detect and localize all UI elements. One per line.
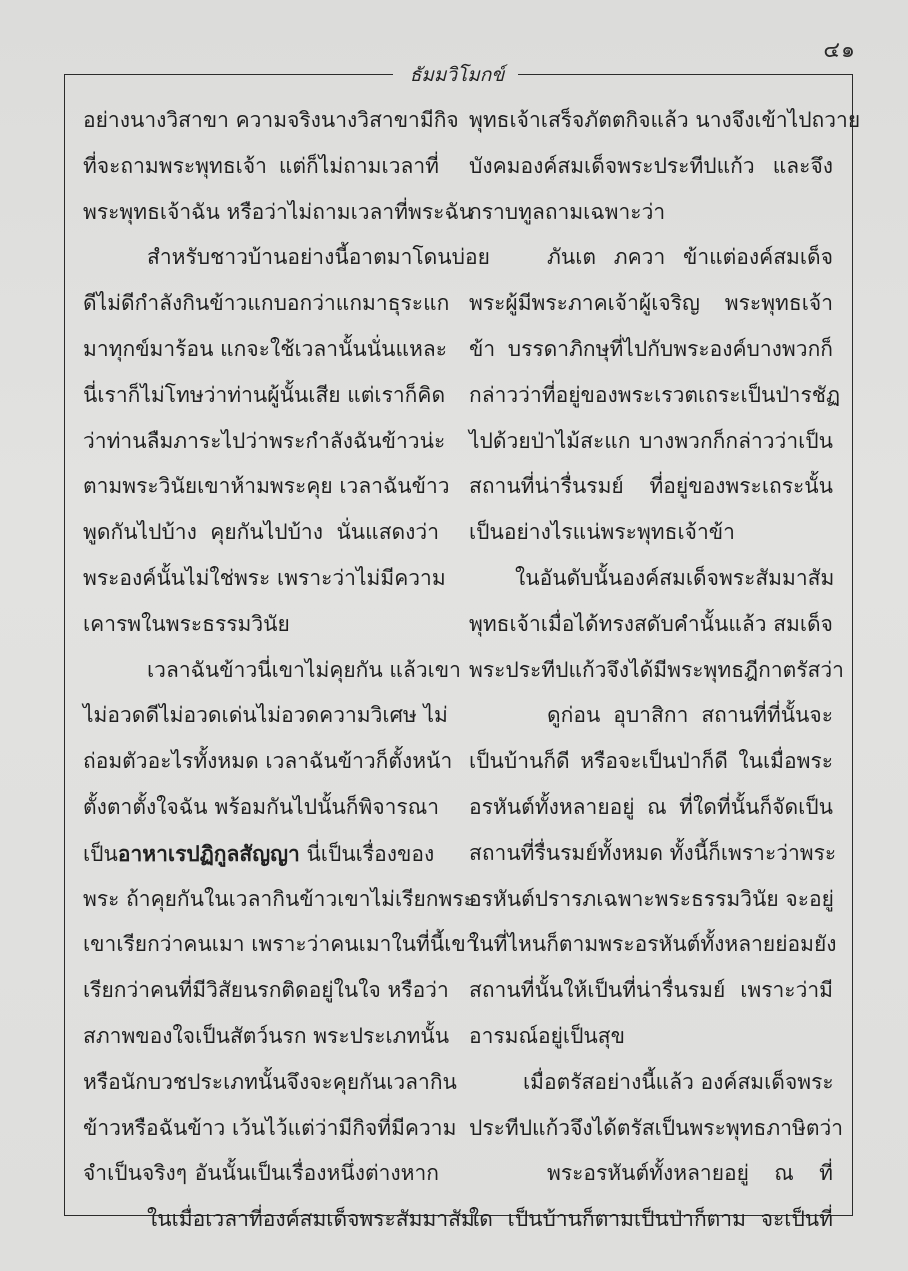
text-line: เคารพในพระธรรมวินัย (83, 611, 290, 636)
text-line: ตั้งตาตั้งใจฉัน พร้อมกันไปนั้นก็พิจารณา (83, 794, 439, 819)
text-frame (64, 64, 861, 1232)
page-number: ๔๑ (823, 38, 856, 63)
text-line: ในเมื่อเวลาที่องค์สมเด็จพระสัมมาสัม (147, 1207, 475, 1232)
text-line: เขาเรียกว่าคนเมา เพราะว่าคนเมาในที่นี้เขา (83, 932, 478, 957)
text-line: ใด เป็นบ้านก็ตามเป็นป่าก็ตาม จะเป็นที่ (469, 1207, 833, 1232)
text-line-with-term (83, 831, 439, 877)
text-line: ที่จะถามพระพุทธเจ้า แต่ก็ไม่ถามเวลาที่ (83, 153, 439, 178)
running-title: ธัมมวิโมกข์ (409, 64, 505, 86)
text-fragment: เป็น (83, 841, 118, 866)
text-line: สำหรับชาวบ้านอย่างนี้อาตมาโดนบ่อย (147, 245, 490, 270)
text-line: เป็นบ้านก็ดี หรือจะเป็นป่าก็ดี ในเมื่อพระ (469, 749, 833, 774)
text-line: มาทุกข์มาร้อน แกจะใช้เวลานั้นนั่นแหละ (83, 336, 448, 361)
text-line: พระผู้มีพระภาคเจ้าผู้เจริญ พระพุทธเจ้า (469, 291, 833, 316)
text-line: ประทีปแก้วจึงได้ตรัสเป็นพระพุทธภาษิตว่า (469, 1115, 844, 1140)
text-line: พูดกันไปบ้าง คุยกันไปบ้าง นั่นแสดงว่า (83, 520, 439, 545)
right-column (469, 98, 861, 1243)
text-line: ดีไม่ดีกำลังกินข้าวแกบอกว่าแกมาธุระแก (83, 291, 450, 316)
text-line: จำเป็นจริงๆ อันนั้นเป็นเรื่องหนึ่งต่างหาก (83, 1161, 439, 1186)
text-line: ตามพระวินัยเขาห้ามพระคุย เวลาฉันข้าว (83, 474, 450, 499)
text-line: นี่เราก็ไม่โทษว่าท่านผู้นั้นเสีย แต่เราก็คิด (83, 382, 446, 407)
text-line: พุทธเจ้าเมื่อได้ทรงสดับคำนั้นแล้ว สมเด็จ (469, 611, 833, 636)
text-line: พุทธเจ้าเสร็จภัตตกิจแล้ว นางจึงเข้าไปถวาย (469, 108, 861, 132)
text-line: เป็นอย่างไรแน่พระพุทธเจ้าข้า (469, 520, 735, 545)
text-line: อรหันต์ทั้งหลายอยู่ ณ ที่ใดที่นั้นก็จัดเป็น (469, 794, 833, 819)
bold-term: อาหาเรปฏิกูลสัญญา (117, 840, 300, 866)
text-line: กราบทูลถามเฉพาะว่า (469, 199, 666, 224)
text-line: พระองค์นั้นไม่ใช่พระ เพราะว่าไม่มีความ (83, 565, 446, 590)
text-line: พระ ถ้าคุยกันในเวลากินข้าวเขาไม่เรียกพระ (83, 886, 475, 911)
text-line: ดูก่อน อุบาสิกา สถานที่ที่นั้นจะ (547, 703, 833, 728)
text-line: ว่าท่านลืมภาระไปว่าพระกำลังฉันข้าวน่ะ (83, 428, 446, 453)
text-line: พระพุทธเจ้าฉัน หรือว่าไม่ถามเวลาที่พระฉัน (83, 199, 474, 224)
text-line: กล่าวว่าที่อยู่ของพระเรวตเถระเป็นป่ารชัฏ (469, 382, 841, 407)
text-line: ในอันดับนั้นองค์สมเด็จพระสัมมาสัม (515, 565, 835, 590)
text-line: อย่างนางวิสาขา ความจริงนางวิสาขามีกิจ (83, 108, 459, 132)
text-line: ข้าวหรือฉันข้าว เว้นไว้แต่ว่ามีกิจที่มีความ (83, 1115, 457, 1140)
text-line: สภาพของใจเป็นสัตว์นรก พระประเภทนั้น (83, 1023, 450, 1048)
text-line: ในที่ไหนก็ตามพระอรหันต์ทั้งหลายย่อมยัง (469, 932, 837, 957)
header-rule-left (65, 74, 393, 75)
text-line: เวลาฉันข้าวนี่เขาไม่คุยกัน แล้วเขา (147, 657, 461, 682)
text-line: ไปด้วยป่าไม้สะแก บางพวกก็กล่าวว่าเป็น (469, 428, 833, 453)
text-line: อารมณ์อยู่เป็นสุข (469, 1023, 625, 1048)
text-line: สถานที่รื่นรมย์ทั้งหมด ทั้งนี้ก็เพราะว่าพระ (469, 840, 837, 865)
text-line: ถ่อมตัวอะไรทั้งหมด เวลาฉันข้าวก็ตั้งหน้า (83, 749, 453, 774)
text-fragment: นี่เป็นเรื่องของ (299, 841, 435, 866)
header-rule-right (518, 74, 852, 75)
text-line: หรือนักบวชประเภทนั้นจึงจะคุยกันเวลากิน (83, 1069, 457, 1094)
text-line: สถานที่น่ารื่นรมย์ ที่อยู่ของพระเถระนั้น (469, 474, 833, 499)
text-line: บังคมองค์สมเด็จพระประทีปแก้ว และจึง (469, 153, 833, 178)
left-column (83, 98, 490, 1243)
text-line: พระอรหันต์ทั้งหลายอยู่ ณ ที่ (547, 1161, 833, 1186)
text-line: ภันเต ภควา ข้าแต่องค์สมเด็จ (547, 245, 833, 270)
text-line: เรียกว่าคนที่มีวิสัยนรกติดอยู่ในใจ หรือว่า (83, 978, 449, 1003)
text-line: สถานที่นั้นให้เป็นที่น่ารื่นรมย์ เพราะว่ามี (469, 978, 833, 1003)
text-line: ไม่อวดดีไม่อวดเด่นไม่อวดความวิเศษ ไม่ (83, 703, 448, 728)
text-line: ข้า บรรดาภิกษุที่ไปกับพระองค์บางพวกก็ (469, 336, 833, 361)
text-line: อรหันต์ปรารภเฉพาะพระธรรมวินัย จะอยู่ (469, 886, 834, 911)
text-line: พระประทีปแก้วจึงได้มีพระพุทธฎีกาตรัสว่า (469, 657, 844, 682)
text-line: เมื่อตรัสอย่างนี้แล้ว องค์สมเด็จพระ (523, 1069, 834, 1094)
